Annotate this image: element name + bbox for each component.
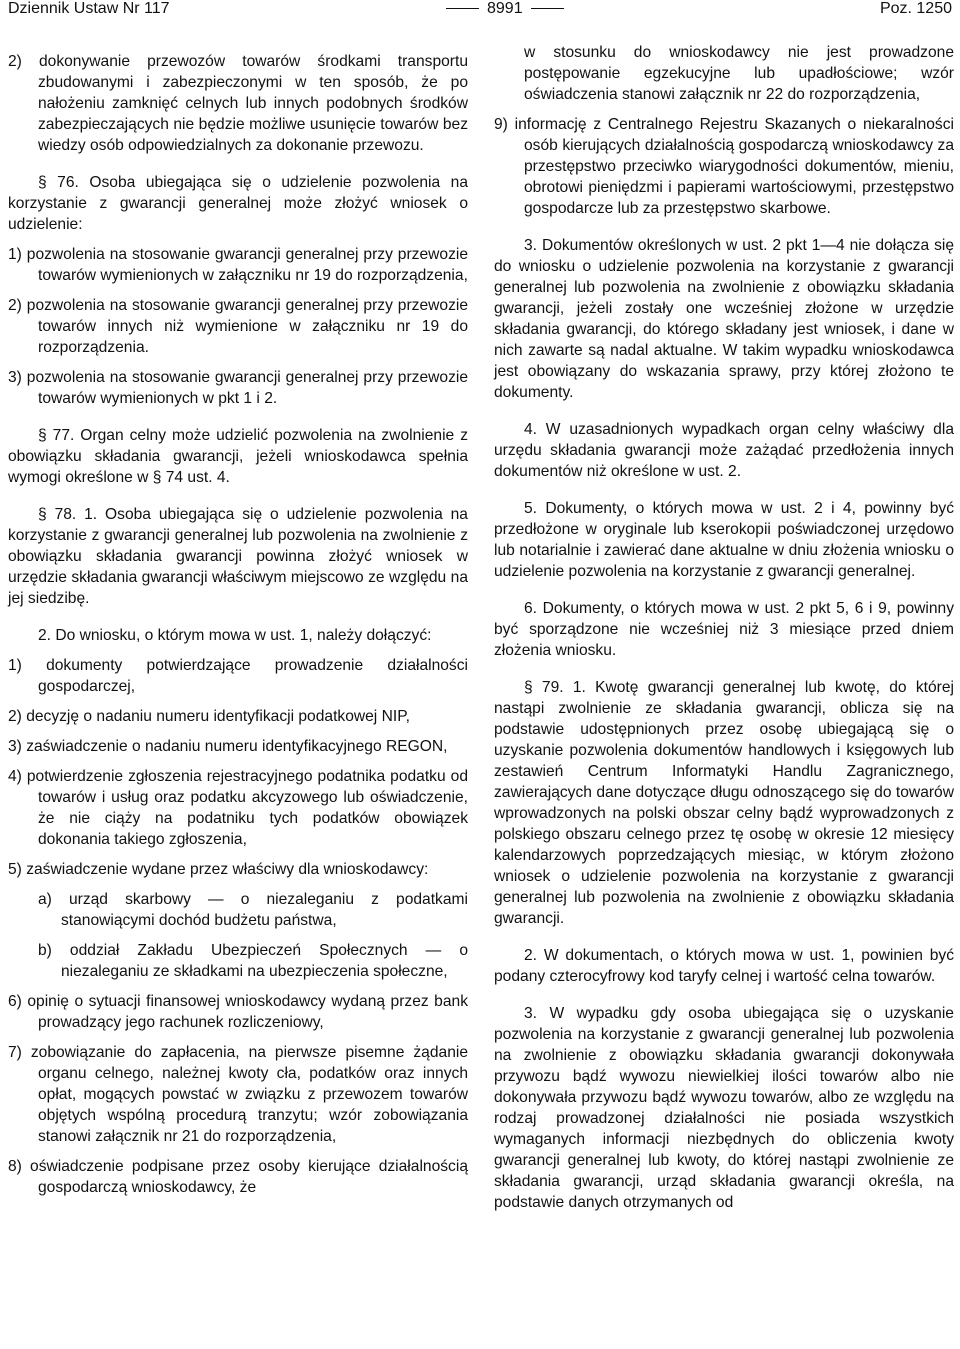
list-item: 4) potwierdzenie zgłoszenia rejestracyjnego podatnika podatku od towarów i usług oraz podatku akcyzowego lub oświadczenie, że nie ciąży na podatniku tych podatków obowiązek dokonania takiego zgłoszenia, (8, 768, 468, 848)
paragraph: 2. Do wniosku, o którym mowa w ust. 1, należy dołączyć: (38, 627, 432, 644)
journal-title: Dziennik Ustaw Nr 117 (8, 0, 170, 17)
list-item: 1) dokumenty potwierdzające prowadzenie działalności gospodarczej, (8, 657, 468, 695)
paragraph: § 77. Organ celny może udzielić pozwolenia na zwolnienie z obowiązku składania gwarancji, jeżeli wnioskodawca spełnia wymogi określone w § 74 ust. 4. (8, 427, 468, 486)
paragraph: 2. W dokumentach, o których mowa w ust. 1, powinien być podany czterocyfrowy kod taryfy celnej i wartość celna towarów. (494, 947, 954, 985)
right-column (494, 42, 954, 1213)
paragraph: 3. W wypadku gdy osoba ubiegająca się o uzyskanie pozwolenia na korzystanie z gwarancji generalnej lub pozwolenia na zwolnienie z obowiązku składania gwarancji dokonywała przywozu bądź wywozu niewielkiej ilości towarów albo nie dokonywała przywozu bądź wywozu towarów, albo ze względu na rodzaj prowadzonej działalności nie posiada wszystkich wymaganych informacji niezbędnych do obliczenia kwoty gwarancji generalnej lub kwoty, do której nastąpi zwolnienie ze składania gwarancji, urząd składania gwarancji określa, na podstawie danych otrzymanych od (494, 1005, 954, 1211)
list-item: 6) opinię o sytuacji finansowej wnioskodawcy wydaną przez bank prowadzący jego rachunek rozliczeniowy, (8, 993, 468, 1031)
paragraph: § 79. 1. Kwotę gwarancji generalnej lub kwotę, do której nastąpi zwolnienie ze składania gwarancji, oblicza się na podstawie udostępnionych przez osobę ubiegającą się o uzyskanie pozwolenia dokumentów handlowych i księgowych lub zestawień Centrum Informatyki Handlu Zagranicznego, zawierających dane dotyczące długu odnoszącego się do towarów wprowadzonych na polski obszar celny bądź wyprowadzonych z polskiego obszaru celnego przez tę osobę w okresie 12 miesięcy kalendarzowych poprzedzających miesiąc, w którym złożono wniosek o udzielenie pozwolenia na korzystanie z gwarancji generalnej lub pozwolenia na zwolnienie z obowiązku składania gwarancji. (494, 679, 954, 927)
sub-list-item: b) oddział Zakładu Ubezpieczeń Społecznych — o niezaleganiu ze składkami na ubezpieczenia społeczne, (38, 942, 468, 980)
position-label: Poz. 1250 (879, 0, 952, 17)
list-item: 9) informację z Centralnego Rejestru Skazanych o niekaralności osób kierujących działalnością gospodarczą wnioskodawcy za przestępstwo przeciwko wiarygodności dokumentów, mieniu, obrotowi pieniędzmi i papierami wartościowymi, przestępstwo gospodarcze lub za przestępstwo skarbowe. (494, 116, 954, 217)
list-item: 5) zaświadczenie wydane przez właściwy dla wnioskodawcy: (8, 861, 429, 878)
list-item: 3) zaświadczenie o nadaniu numeru identyfikacyjnego REGON, (8, 738, 448, 755)
paragraph: 4. W uzasadnionych wypadkach organ celny właściwy dla urzędu składania gwarancji może zażądać przedłożenia innych dokumentów niż określone w ust. 2. (494, 421, 954, 480)
list-item: 2) pozwolenia na stosowanie gwarancji generalnej przy przewozie towarów innych niż wymienione w załączniku nr 19 do rozporządzenia. (8, 297, 468, 356)
left-column (8, 42, 468, 1198)
sub-list (8, 889, 468, 982)
dash-right (531, 8, 564, 9)
list-item: 2) decyzję o nadaniu numeru identyfikacji podatkowej NIP, (8, 708, 410, 725)
paragraph: § 78. 1. Osoba ubiegająca się o udzielenie pozwolenia na korzystanie z gwarancji generalnej lub pozwolenia na zwolnienie z obowiązku składania gwarancji powinna złożyć wniosek w urzędzie składania gwarancji właściwym miejscowo ze względu na jej siedzibę. (8, 506, 468, 607)
paragraph: w stosunku do wnioskodawcy nie jest prowadzone postępowanie egzekucyjne lub upadłościowe; wzór oświadczenia stanowi załącznik nr 22 do rozporządzenia, (524, 44, 954, 103)
paragraph: 2) dokonywanie przewozów towarów środkami transportu zbudowanymi i zabezpieczonymi w ten sposób, że po nałożeniu zamknięć celnych lub innych podobnych środków zabezpieczających nie będzie możliwe usunięcie towarów bez wiedzy osób odpowiedzialnych za dokonanie przewozu. (8, 53, 468, 154)
paragraph: 3. Dokumentów określonych w ust. 2 pkt 1—4 nie dołącza się do wniosku o udzielenie pozwolenia na korzystanie z gwarancji generalnej lub pozwolenia na zwolnienie z obowiązku składania gwarancji, jeżeli zostały one wcześniej złożone w urzędzie składania gwarancji, do którego składany jest wniosek, i dane w nich zawarte są nadal aktualne. W takim wypadku wnioskodawca jest obowiązany do wskazania sprawy, przy której złożono te dokumenty. (494, 237, 954, 401)
list-item: 8) oświadczenie podpisane przez osoby kierujące działalnością gospodarczą wnioskodawcy, że (8, 1158, 468, 1196)
paragraph: 6. Dokumenty, o których mowa w ust. 2 pkt 5, 6 i 9, powinny być sporządzone nie wcześniej niż 3 miesiące przed dniem złożenia wniosku. (494, 600, 954, 659)
page-number: 8991 (487, 0, 523, 17)
page-number-block (438, 0, 572, 18)
list-item: 3) pozwolenia na stosowanie gwarancji generalnej przy przewozie towarów wymienionych w pkt 1 i 2. (8, 369, 468, 407)
sub-list-item: a) urząd skarbowy — o niezaleganiu z podatkami stanowiącymi dochód budżetu państwa, (38, 891, 468, 929)
dash-left (446, 8, 479, 9)
page-header (8, 0, 952, 20)
list-item: 7) zobowiązanie do zapłacenia, na pierwsze pisemne żądanie organu celnego, należnej kwoty cła, podatków oraz innych opłat, mogących powstać w związku z przewozem towarów objętych wspólną procedurą tranzytu; wzór zobowiązania stanowi załącznik nr 21 do rozporządzenia, (8, 1044, 468, 1145)
list-item: 1) pozwolenia na stosowanie gwarancji generalnej przy przewozie towarów wymienionych w załączniku nr 19 do rozporządzenia, (8, 246, 468, 284)
paragraph: 5. Dokumenty, o których mowa w ust. 2 i 4, powinny być przedłożone w oryginale lub kserokopii poświadczonej urzędowo lub notarialnie i zawierać dane aktualne w dniu złożenia wniosku o udzielenie pozwolenia na korzystanie z gwarancji generalnej. (494, 500, 954, 580)
paragraph: § 76. Osoba ubiegająca się o udzielenie pozwolenia na korzystanie z gwarancji generalnej może złożyć wniosek o udzielenie: (8, 174, 468, 233)
